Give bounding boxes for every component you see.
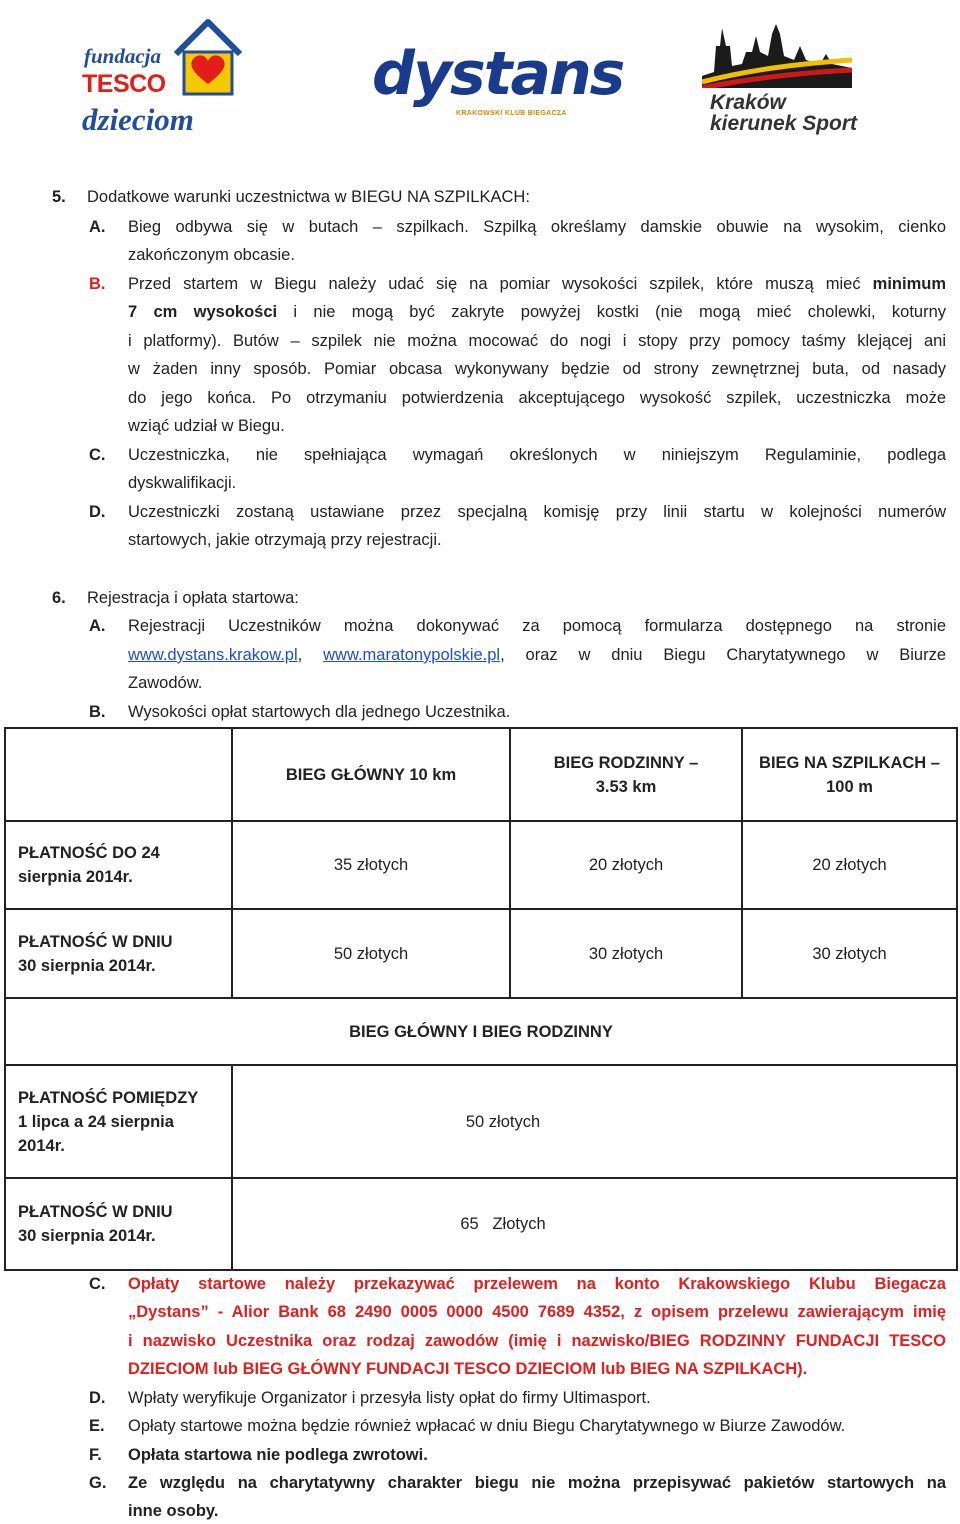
- section5-c-line2: dyskwalifikacji.: [128, 474, 237, 492]
- fee-cell: 30 złotych: [588, 944, 664, 963]
- row-label-july-to-aug: PŁATNOŚĆ POMIĘDZY 1 lipca a 24 sierpnia 2014r.: [18, 1088, 199, 1155]
- fee-cell: 65 Złotych: [460, 1215, 546, 1233]
- dystans-website-link[interactable]: www.dystans.krakow.pl: [128, 646, 298, 664]
- section6-g-line1: Ze względu na charytatywny charakter biegu nie można przepisywać pakietów startowych na: [128, 1474, 946, 1492]
- link-separator: ,: [297, 646, 324, 664]
- tesco-foundation-logo: [80, 18, 250, 143]
- section6-f-marker: F.: [89, 1446, 102, 1464]
- krakow-logo-text: [710, 92, 857, 135]
- section5-b-marker: B.: [89, 275, 106, 293]
- section6-e-line1: Opłaty startowe można będzie również wpłacać w dniu Biegu Charytatywnego w Biurze Zawodów.: [128, 1417, 846, 1435]
- section5-b-line2-bold: 7 cm wysokości: [128, 303, 278, 321]
- subheader-main-and-family: BIEG GŁÓWNY I BIEG RODZINNY: [349, 1022, 613, 1041]
- section5-b-line2: [128, 301, 946, 323]
- header-family-run: BIEG RODZINNY – 3.53 km: [553, 753, 699, 796]
- section5-b-line1-bold: minimum: [872, 275, 946, 293]
- section6-d-marker: D.: [89, 1389, 106, 1407]
- section5-d-marker: D.: [89, 503, 106, 521]
- section5-c-line1: Uczestniczka, nie spełniająca wymagań określonych w niniejszym Regulaminie, podlega: [128, 446, 946, 464]
- section6-a-line3: Zawodów.: [128, 674, 203, 692]
- section5-d-line1: Uczestniczki zostaną ustawiane przez specjalną komisję przy linii startu w kolejności numerów: [128, 503, 946, 521]
- tesco-logo-line3: dzieciom: [82, 102, 194, 137]
- section5-c-marker: C.: [89, 446, 106, 464]
- section6-a-line1: Rejestracji Uczestników można dokonywać za pomocą formularza dostępnego na stronie: [128, 617, 946, 635]
- row-label-until-24-aug: PŁATNOŚĆ DO 24 sierpnia 2014r.: [18, 844, 160, 886]
- section5-b-line1: [128, 273, 946, 295]
- section5-b-line5: do jego końca. Po otrzymaniu potwierdzenia akceptującego wysokość szpilek, uczestniczka może: [128, 389, 946, 407]
- section6-title: Rejestracja i opłata startowa:: [87, 589, 299, 607]
- section6-g-marker: G.: [89, 1474, 107, 1492]
- dystans-logo: [372, 39, 624, 134]
- fee-cell: 20 złotych: [588, 856, 664, 874]
- section6-number: 6.: [52, 589, 66, 607]
- header-heels-run: BIEG NA SZPILKACH – 100 m: [759, 753, 940, 796]
- section6-c-marker: C.: [89, 1275, 106, 1293]
- section5-a-line2: zakończonym obcasie.: [128, 246, 295, 264]
- dystans-logo-subtitle: KRAKOWSKI KLUB BIEGACZA: [456, 110, 567, 117]
- section6-e-marker: E.: [89, 1417, 105, 1435]
- krakow-sport-logo: [700, 16, 860, 146]
- section5-b-line3: i platformy). Butów – szpilek nie można mocować do nogi i stopy przy pomocy taśmy klejącej ani: [128, 332, 946, 350]
- section5-b-line4: w żaden inny sposób. Pomiar obcasa wykonywany będzie od strony zewnętrznej buta, od nasady: [128, 360, 946, 378]
- section5-title: Dodatkowe warunki uczestnictwa w BIEGU NA SZPILKACH:: [87, 188, 530, 206]
- section6-d-line1: Wpłaty weryfikuje Organizator i przesyła listy opłat do firmy Ultimasport.: [128, 1389, 651, 1407]
- section5-a-marker: A.: [89, 218, 106, 236]
- logo-bar: [0, 0, 960, 160]
- section6-g-line2: inne osoby.: [128, 1502, 219, 1520]
- section5-a-line1: Bieg odbywa się w butach – szpilkach. Szpilką określamy damskie obuwie na wysokim, cienko: [128, 218, 946, 236]
- krakow-skyline-icon: [702, 16, 852, 88]
- fee-cell: 20 złotych: [812, 856, 887, 874]
- row-label-on-30-aug: PŁATNOŚĆ W DNIU 30 sierpnia 2014r.: [18, 932, 173, 975]
- krakow-logo-line2: kierunek Sport: [710, 112, 858, 136]
- header-main-run: BIEG GŁÓWNY 10 km: [285, 765, 457, 784]
- dystans-logo-word: dystans: [372, 39, 624, 109]
- fee-cell: 35 złotych: [333, 856, 409, 874]
- section5-b-line6: wziąć udział w Biegu.: [128, 417, 285, 435]
- section5-b-line1-text: Przed startem w Biegu należy udać się na pomiar wysokości szpilek, które muszą mieć: [128, 275, 873, 293]
- section5-b-line2-text: i nie mogą być zakryte powyżej kostki (nie mogą mieć cholewki, koturny: [277, 303, 946, 321]
- row-label-on-30-aug-combined: PŁATNOŚĆ W DNIU 30 sierpnia 2014r.: [18, 1203, 173, 1245]
- section6-a-line2: [128, 644, 946, 666]
- section6-f-line1: Opłata startowa nie podlega zwrotowi.: [128, 1446, 428, 1464]
- maratonypolskie-website-link[interactable]: www.maratonypolskie.pl: [323, 646, 501, 664]
- tesco-logo-line1: fundacja: [84, 44, 162, 68]
- section6-c-line3: i nazwisko Uczestnika oraz rodzaj zawodów (imię i nazwisko/BIEG RODZINNY FUNDACJI TESCO: [128, 1332, 946, 1350]
- section6-c-line1: Opłaty startowe należy przekazywać przelewem na konto Krakowskiego Klubu Biegacza: [128, 1275, 946, 1293]
- fee-cell: 50 złotych: [333, 944, 409, 963]
- section6-a-line2-text: , oraz w dniu Biegu Charytatywnego w Biurze: [500, 646, 947, 664]
- section6-b-marker: B.: [89, 703, 106, 721]
- house-heart-icon: [172, 18, 244, 98]
- tesco-logo-line2: TESCO: [82, 70, 166, 98]
- krakow-logo-line1: Kraków: [710, 91, 786, 114]
- section6-a-marker: A.: [89, 617, 106, 635]
- section6-c-line4: DZIECIOM lub BIEG GŁÓWNY FUNDACJI TESCO DZIECIOM lub BIEG NA SZPILKACH).: [128, 1360, 808, 1378]
- fee-cell: 30 złotych: [812, 944, 887, 963]
- section5-number: 5.: [52, 188, 66, 206]
- section6-b-line1: Wysokości opłat startowych dla jednego Uczestnika.: [128, 703, 511, 721]
- section5-d-line2: startowych, jakie otrzymają przy rejestracji.: [128, 531, 442, 549]
- fee-cell: 50 złotych: [465, 1112, 541, 1131]
- section6-c-line2: „Dystans” - Alior Bank 68 2490 0005 0000 4500 7689 4352, z opisem przelewu zawierającym imię: [128, 1303, 946, 1321]
